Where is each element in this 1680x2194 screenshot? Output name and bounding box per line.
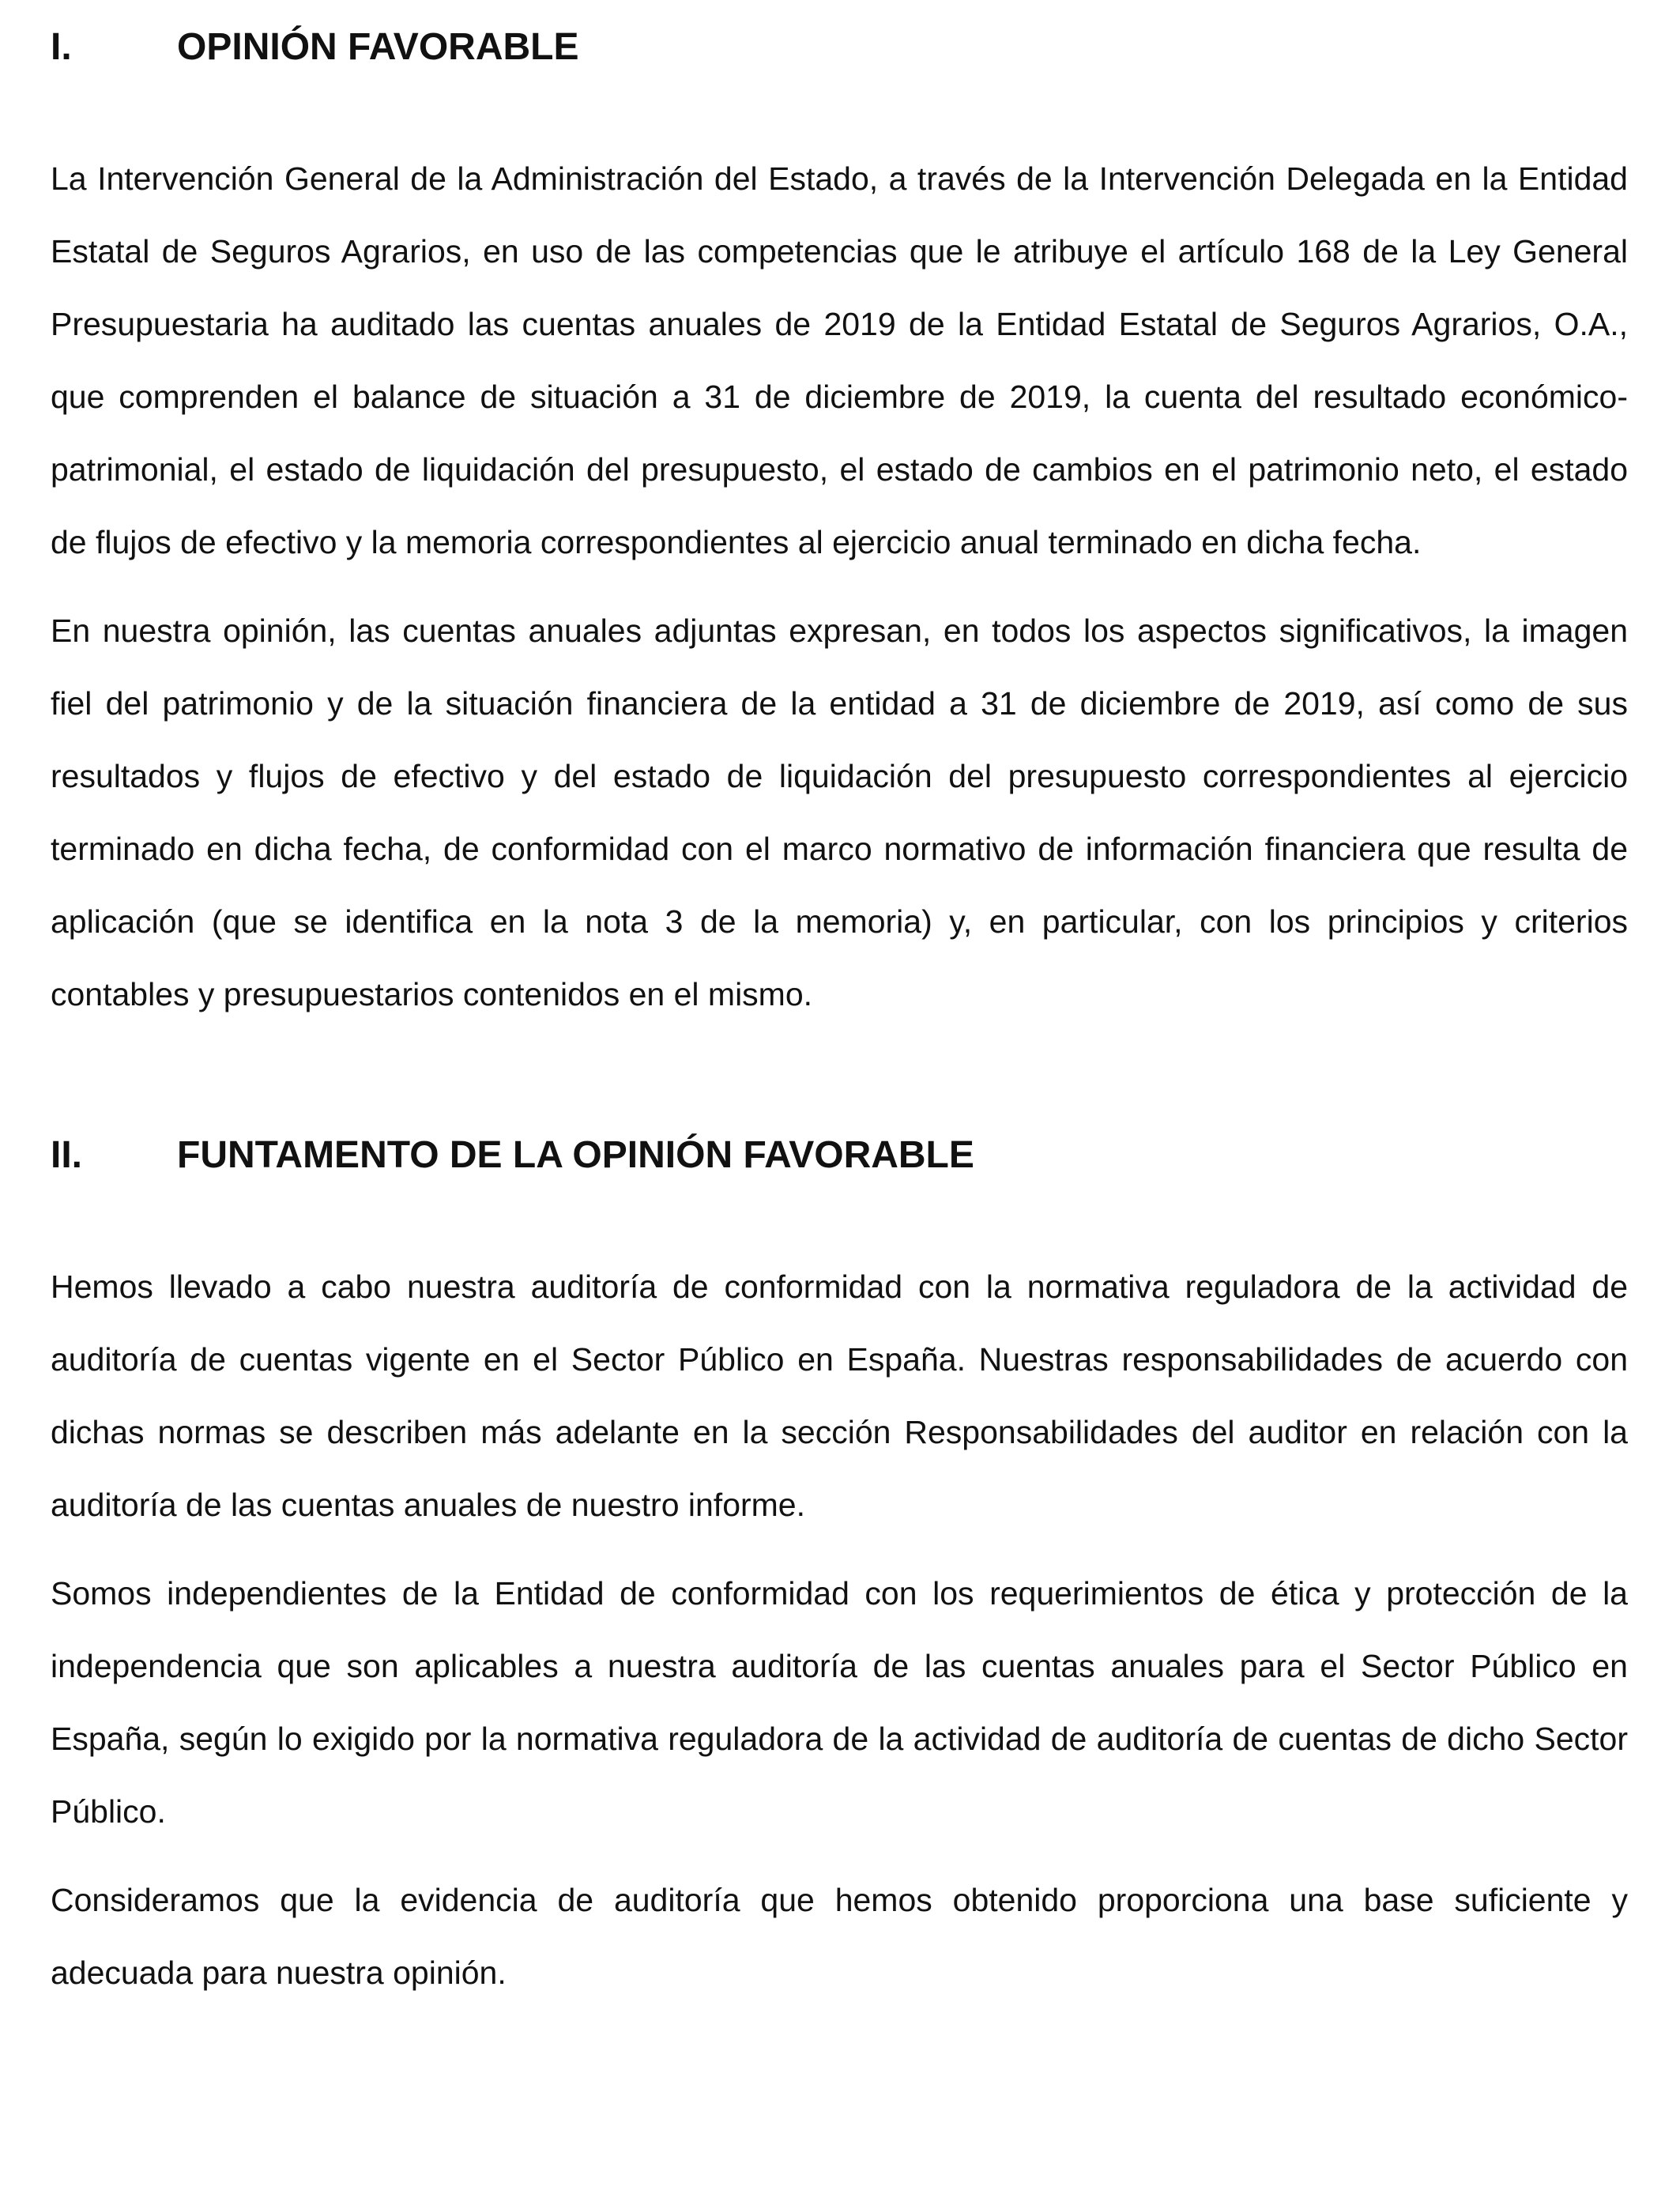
section-number: II. [51, 1134, 83, 1176]
paragraph: En nuestra opinión, las cuentas anuales adjuntas expresan, en todos los aspectos significativos, la imagen fiel del patrimonio y de la situación financiera de la entidad a 31 de diciembre de 2019, así como de sus resultados y flujos de efectivo y del estado de liquidación del presupuesto correspondientes al ejercicio terminado en dicha fecha, de conformidad con el marco normativo de información financiera que resulta de aplicación (que se identifica en la nota 3 de la memoria) y, en particular, con los principios y criterios contables y presupuestarios contenidos en el mismo. [51, 613, 1628, 1012]
section-title: FUNTAMENTO DE LA OPINIÓN FAVORABLE [177, 1134, 974, 1176]
paragraph: La Intervención General de la Administración del Estado, a través de la Intervención Delegada en la Entidad Estatal de Seguros Agrarios, en uso de las competencias que le atribuye el artículo 168 de la Ley General Presupuestaria ha auditado las cuentas anuales de 2019 de la Entidad Estatal de Seguros Agrarios, O.A., que comprenden el balance de situación a 31 de diciembre de 2019, la cuenta del resultado económico-patrimonial, el estado de liquidación del presupuesto, el estado de cambios en el patrimonio neto, el estado de flujos de efectivo y la memoria correspondientes al ejercicio anual terminado en dicha fecha. [51, 160, 1628, 560]
paragraph: Hemos llevado a cabo nuestra auditoría de conformidad con la normativa reguladora de la actividad de auditoría de cuentas vigente en el Sector Público en España. Nuestras responsabilidades de acuerdo con dichas normas se describen más adelante en la sección Responsabilidades del auditor en relación con la auditoría de las cuentas anuales de nuestro informe. [51, 1269, 1628, 1523]
section-number: I. [51, 26, 72, 68]
section-heading [51, 1132, 1628, 1179]
document-page [51, 0, 1628, 2009]
section-title: OPINIÓN FAVORABLE [177, 26, 579, 68]
paragraph: Consideramos que la evidencia de auditoría que hemos obtenido proporciona una base suficiente y adecuada para nuestra opinión. [51, 1882, 1628, 1991]
paragraph: Somos independientes de la Entidad de conformidad con los requerimientos de ética y protección de la independencia que son aplicables a nuestra auditoría de las cuentas anuales para el Sector Público en España, según lo exigido por la normativa reguladora de la actividad de auditoría de cuentas de dicho Sector Público. [51, 1575, 1628, 1830]
section-heading [51, 24, 1628, 71]
